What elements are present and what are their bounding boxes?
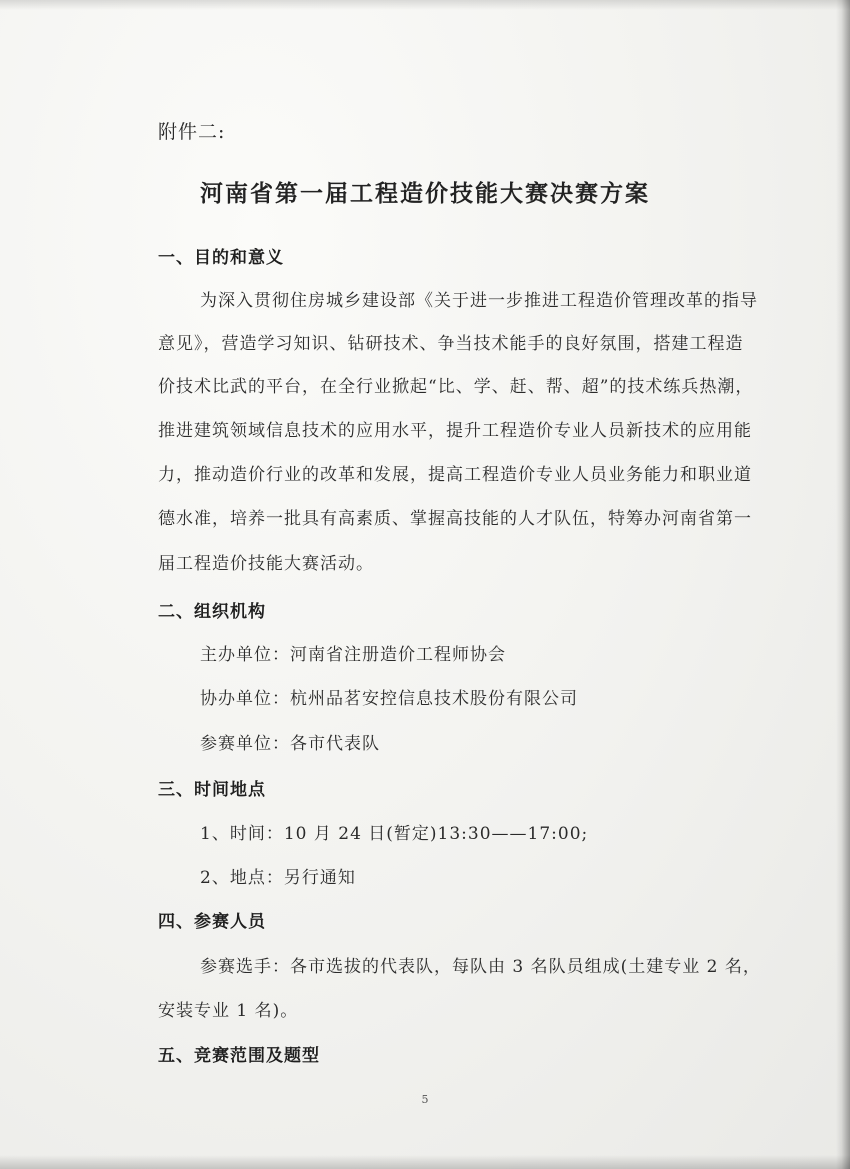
section-5-heading: 五、竞赛范围及题型 [158,1046,320,1066]
section-4-heading: 四、参赛人员 [158,912,266,932]
scan-edge-top [0,0,850,10]
section-1-line-2: 意见》，营造学习知识、钻研技术、争当技术能手的良好氛围，搭建工程造 [158,334,744,354]
section-1-line-3: 价技术比武的平台，在全行业掀起“比、学、赶、帮、超”的技术练兵热潮， [158,377,754,397]
co-host-organization: 协办单位：杭州品茗安控信息技术股份有限公司 [200,689,578,709]
section-3-heading: 三、时间地点 [158,780,266,800]
page-number: 5 [421,1093,429,1106]
section-1-line-1: 为深入贯彻住房城乡建设部《关于进一步推进工程造价管理改革的指导 [200,291,758,311]
section-1-line-7: 届工程造价技能大赛活动。 [158,554,374,574]
participating-units: 参赛单位：各市代表队 [200,734,380,754]
participants-line-2: 安装专业 1 名)。 [158,1001,299,1021]
event-time: 1、时间：10 月 24 日(暂定)13:30——17:00; [200,824,589,844]
host-organization: 主办单位：河南省注册造价工程师协会 [200,645,506,665]
section-2-heading: 二、组织机构 [158,602,266,622]
section-1-line-5: 力，推动造价行业的改革和发展，提高工程造价专业人员业务能力和职业道 [158,465,752,485]
section-1-heading: 一、目的和意义 [158,248,284,268]
attachment-label: 附件二: [158,121,226,143]
document-title: 河南省第一届工程造价技能大赛决赛方案 [200,180,650,207]
participants-line-1: 参赛选手：各市选拔的代表队，每队由 3 名队员组成(土建专业 2 名， [200,957,761,977]
scan-edge-bottom [0,1155,850,1169]
event-place: 2、地点：另行通知 [200,868,356,888]
section-1-line-6: 德水准，培养一批具有高素质、掌握高技能的人才队伍，特筹办河南省第一 [158,509,752,529]
section-1-line-4: 推进建筑领域信息技术的应用水平，提升工程造价专业人员新技术的应用能 [158,421,752,441]
